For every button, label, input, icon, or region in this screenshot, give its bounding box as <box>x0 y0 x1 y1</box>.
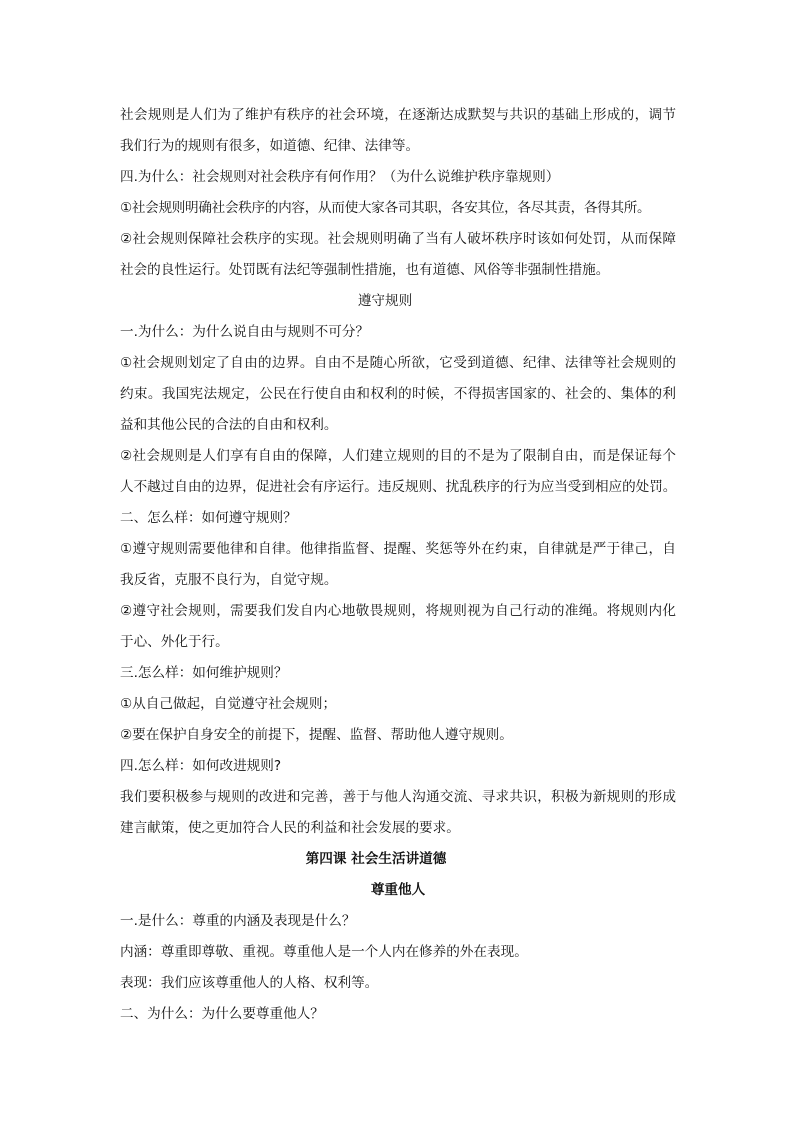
section-heading: 一.是什么：尊重的内涵及表现是什么？ <box>120 913 356 929</box>
section-heading: 二、为什么：为什么要尊重他人？ <box>120 1006 324 1022</box>
paragraph-line: 我反省，克服不良行为，自觉守规。 <box>120 572 338 588</box>
paragraph-line: 建言献策，使之更加符合人民的利益和社会发展的要求。 <box>120 820 460 836</box>
paragraph-line: 人不越过自由的边界，促进社会有序运行。违反规则、扰乱秩序的行为应当受到相应的处罚。 <box>120 479 676 495</box>
subsection-title: 遵守规则 <box>357 293 413 309</box>
section-heading: 四.怎么样：如何改进规则? <box>120 758 282 774</box>
paragraph-line: ①从自己做起，自觉遵守社会规则； <box>120 696 337 712</box>
lesson-title: 第四课 社会生活讲道德 <box>305 851 447 867</box>
paragraph-line: 表现：我们应该尊重他人的人格、权利等。 <box>120 975 379 991</box>
paragraph-line: 我们行为的规则有很多，如道德、纪律、法律等。 <box>120 138 420 154</box>
paragraph-line: ①遵守规则需要他律和自律。他律指监督、提醒、奖惩等外在约束，自律就是严于律己，自 <box>120 541 676 557</box>
paragraph-line: ②社会规则是人们享有自由的保障，人们建立规则的目的不是为了限制自由，而是保证每个 <box>120 448 676 464</box>
subsection-title: 尊重他人 <box>370 882 426 898</box>
paragraph-line: 约束。我国宪法规定，公民在行使自由和权利的时候，不得损害国家的、社会的、集体的利 <box>120 386 676 402</box>
paragraph-line: 社会的良性运行。处罚既有法纪等强制性措施，也有道德、风俗等非强制性措施。 <box>120 262 610 278</box>
document-body <box>120 100 676 1030</box>
section-heading: 四.为什么：社会规则对社会秩序有何作用？（为什么说维护秩序靠规则） <box>120 169 560 185</box>
section-heading: 一.为什么：为什么说自由与规则不可分？ <box>120 324 370 340</box>
paragraph-line: 我们要积极参与规则的改进和完善，善于与他人沟通交流、寻求共识，积极为新规则的形成 <box>120 789 676 805</box>
section-heading: 三.怎么样：如何维护规则？ <box>120 665 288 681</box>
paragraph-line: ②社会规则保障社会秩序的实现。社会规则明确了当有人破坏秩序时该如何处罚，从而保障 <box>120 231 676 247</box>
section-heading: 二、怎么样：如何遵守规则？ <box>120 510 297 526</box>
paragraph-line: ②要在保护自身安全的前提下，提醒、监督、帮助他人遵守规则。 <box>120 727 513 743</box>
paragraph-line: 于心、外化于行。 <box>120 634 229 650</box>
paragraph-line: 内涵：尊重即尊敬、重视。尊重他人是一个人内在修养的外在表现。 <box>120 944 528 960</box>
paragraph-line: ①社会规则划定了自由的边界。自由不是随心所欲，它受到道德、纪律、法律等社会规则的 <box>120 355 676 371</box>
paragraph-line: ②遵守社会规则，需要我们发自内心地敬畏规则，将规则视为自己行动的准绳。将规则内化 <box>120 603 676 619</box>
paragraph-line: ①社会规则明确社会秩序的内容，从而使大家各司其职，各安其位，各尽其责，各得其所。 <box>120 200 651 216</box>
paragraph-line: 社会规则是人们为了维护有秩序的社会环境，在逐渐达成默契与共识的基础上形成的，调节 <box>120 107 676 123</box>
paragraph-line: 益和其他公民的合法的自由和权利。 <box>120 417 338 433</box>
